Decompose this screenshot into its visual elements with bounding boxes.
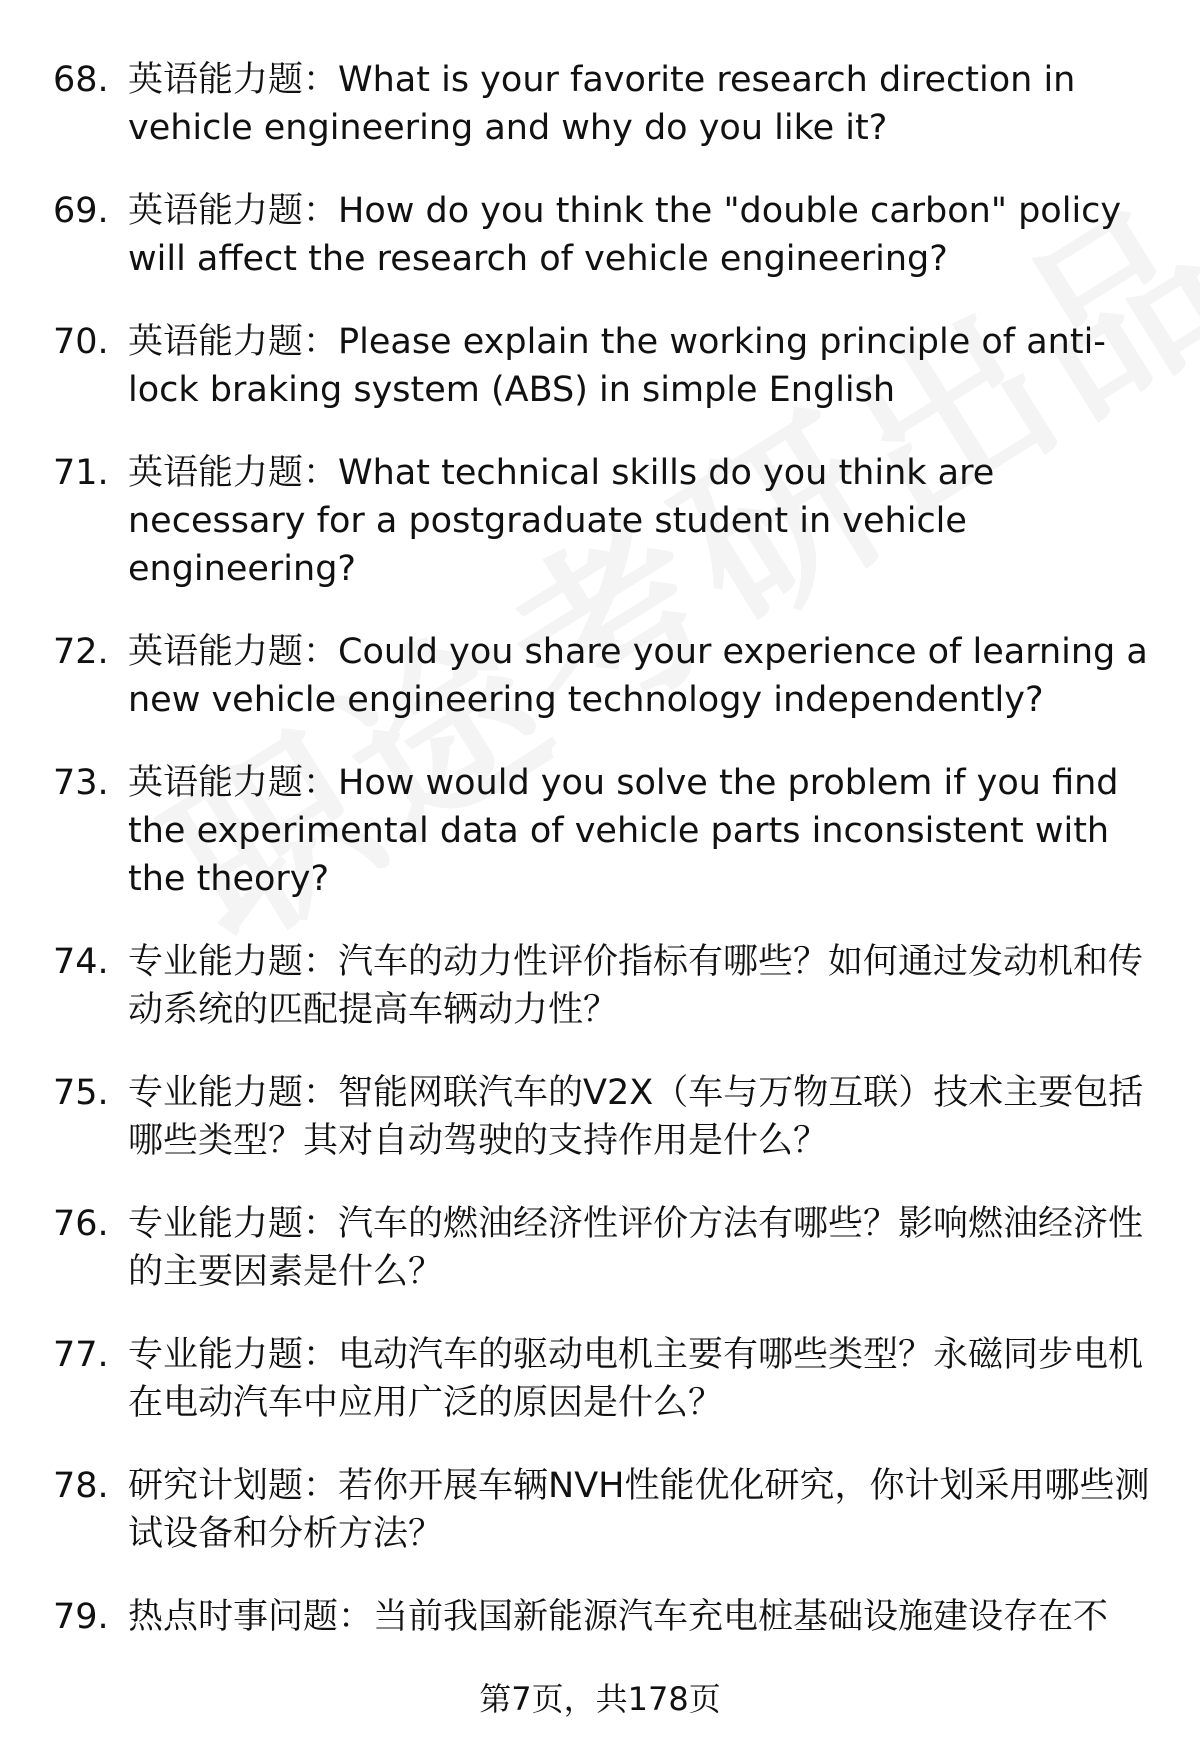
question-text: 智能网联汽车的V2X（车与万物互联）技术主要包括哪些类型？其对自动驾驶的支持作用是什么？ — [128, 1073, 1144, 1161]
question-category: 英语能力题： — [128, 453, 339, 493]
question-category: 研究计划题： — [128, 1466, 339, 1506]
question-text: What is your favorite research direction in vehicle engineering and why do you like it? — [128, 60, 1076, 148]
question-number: 77. — [53, 1335, 109, 1375]
question-text: Please explain the working principle of anti-lock braking system (ABS) in simple English — [128, 322, 1106, 410]
question-number: 73. — [53, 763, 109, 803]
question-text: 汽车的燃油经济性评价方法有哪些？影响燃油经济性的主要因素是什么？ — [128, 1204, 1144, 1292]
question-text: 汽车的动力性评价指标有哪些？如何通过发动机和传动系统的匹配提高车辆动力性？ — [128, 942, 1144, 1030]
question-item — [0, 1462, 1200, 1558]
question-category: 英语能力题： — [128, 763, 339, 803]
question-category: 专业能力题： — [128, 942, 339, 982]
question-item — [0, 628, 1200, 724]
question-item — [0, 938, 1200, 1034]
question-text: Could you share your experience of learning a new vehicle engineering technology independently? — [128, 632, 1148, 720]
question-item — [0, 56, 1200, 152]
question-item — [0, 187, 1200, 283]
question-item — [0, 318, 1200, 414]
question-item — [0, 1593, 1200, 1641]
question-category: 专业能力题： — [128, 1335, 339, 1375]
question-list — [0, 56, 1200, 1676]
question-category: 英语能力题： — [128, 60, 339, 100]
question-number: 69. — [53, 191, 109, 231]
question-item — [0, 449, 1200, 593]
page-footer: 第7页，共178页 — [479, 1680, 721, 1718]
question-number: 72. — [53, 632, 109, 672]
question-item — [0, 1331, 1200, 1427]
question-text: 电动汽车的驱动电机主要有哪些类型？永磁同步电机在电动汽车中应用广泛的原因是什么？ — [128, 1335, 1144, 1423]
question-text: How would you solve the problem if you find the experimental data of vehicle parts inconsistent with the theory? — [128, 763, 1119, 899]
question-text: How do you think the "double carbon" policy will affect the research of vehicle engineering? — [128, 191, 1122, 279]
question-number: 75. — [53, 1073, 109, 1113]
question-text: 当前我国新能源汽车充电桩基础设施建设存在不 — [373, 1597, 1109, 1637]
question-text: What technical skills do you think are necessary for a postgraduate student in vehicle engineering? — [128, 453, 995, 589]
question-category: 英语能力题： — [128, 322, 339, 362]
question-number: 76. — [53, 1204, 109, 1244]
question-item — [0, 1069, 1200, 1165]
question-number: 74. — [53, 942, 109, 982]
question-item — [0, 1200, 1200, 1296]
question-number: 78. — [53, 1466, 109, 1506]
question-category: 专业能力题： — [128, 1073, 339, 1113]
question-category: 英语能力题： — [128, 191, 339, 231]
question-number: 68. — [53, 60, 109, 100]
question-category: 专业能力题： — [128, 1204, 339, 1244]
question-number: 70. — [53, 322, 109, 362]
question-category: 英语能力题： — [128, 632, 339, 672]
question-item — [0, 759, 1200, 903]
question-category: 热点时事问题： — [128, 1597, 374, 1637]
question-number: 71. — [53, 453, 109, 493]
question-text: 若你开展车辆NVH性能优化研究，你计划采用哪些测试设备和分析方法？ — [128, 1466, 1150, 1554]
question-number: 79. — [53, 1597, 109, 1637]
